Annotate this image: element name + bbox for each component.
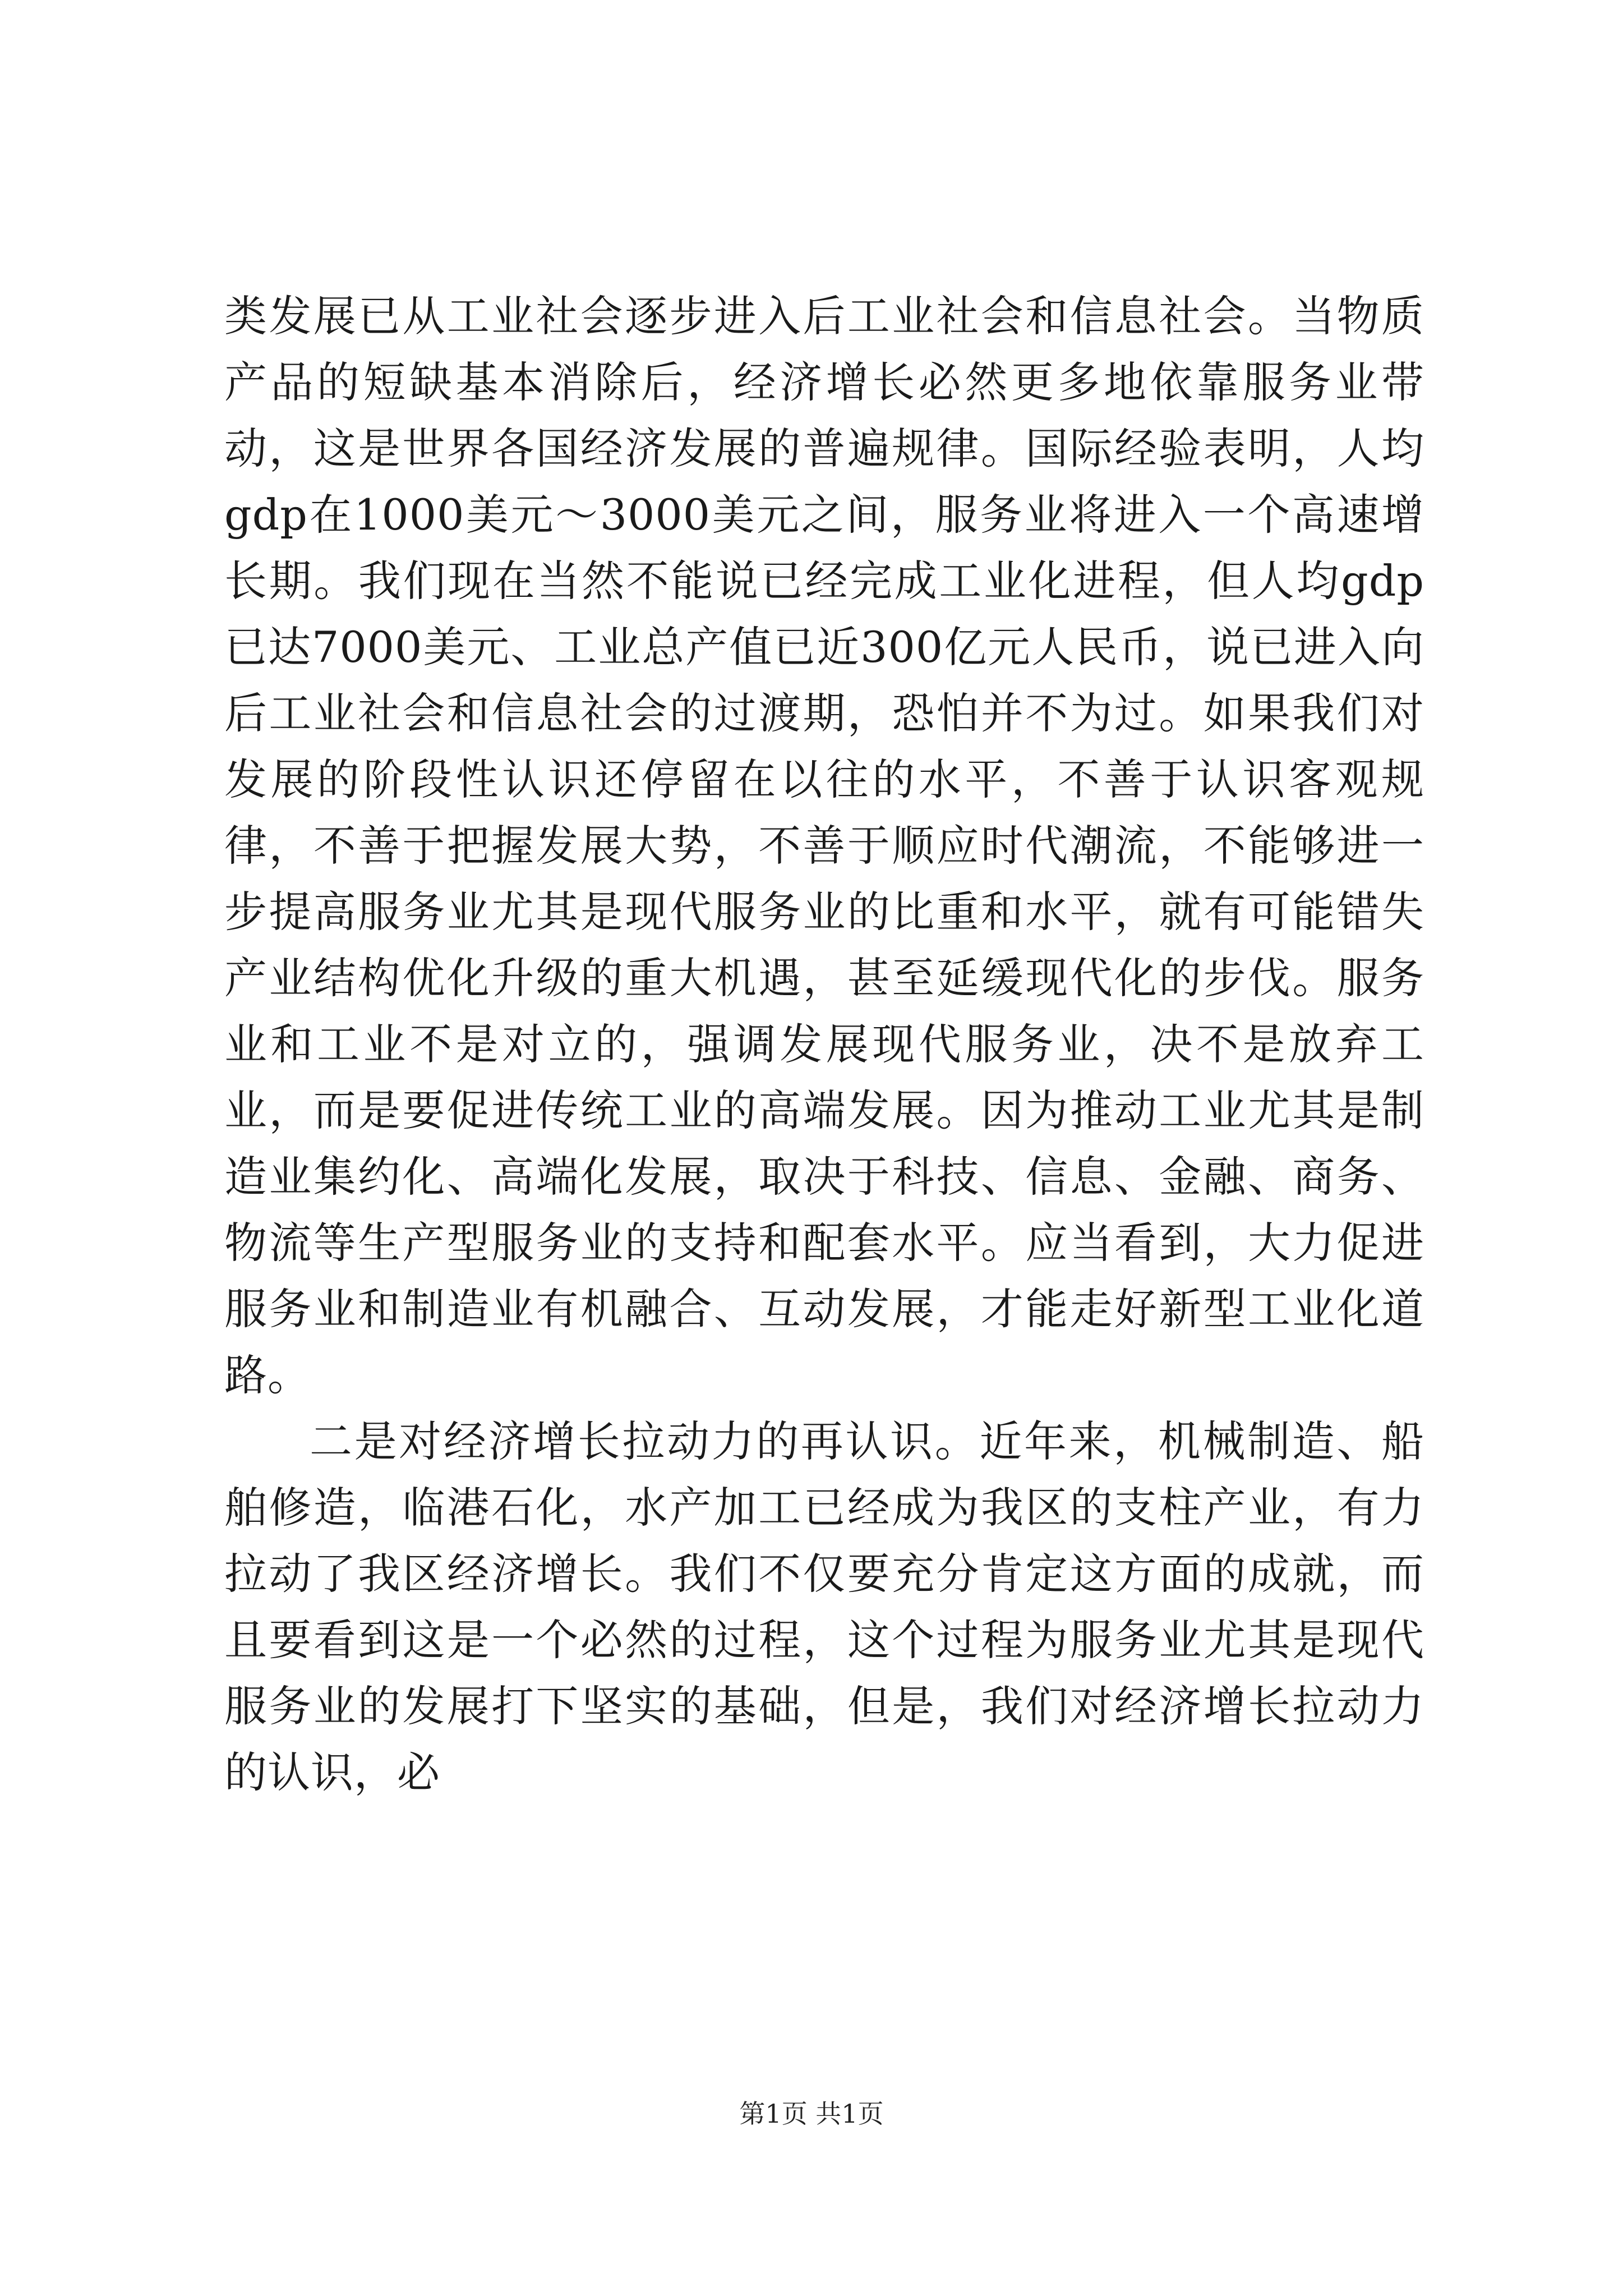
- paragraph-continuation: 类发展已从工业社会逐步进入后工业社会和信息社会。当物质产品的短缺基本消除后，经济增长必然更多地依靠服务业带动，这是世界各国经济发展的普遍规律。国际经验表明，人均gdp在1000美元～3000美元之间，服务业将进入一个高速增长期。我们现在当然不能说已经完成工业化进程，但人均gdp已达7000美元、工业总产值已近300亿元人民币，说已进入向后工业社会和信息社会的过渡期，恐怕并不为过。如果我们对发展的阶段性认识还停留在以往的水平，不善于认识客观规律，不善于把握发展大势，不善于顺应时代潮流，不能够进一步提高服务业尤其是现代服务业的比重和水平，就有可能错失产业结构优化升级的重大机遇，甚至延缓现代化的步伐。服务业和工业不是对立的，强调发展现代服务业，决不是放弃工业，而是要促进传统工业的高端发展。因为推动工业尤其是制造业集约化、高端化发展，取决于科技、信息、金融、商务、物流等生产型服务业的支持和配套水平。应当看到，大力促进服务业和制造业有机融合、互动发展，才能走好新型工业化道路。: [224, 291, 1424, 1400]
- paragraph-second-point: 二是对经济增长拉动力的再认识。近年来，机械制造、船舶修造，临港石化，水产加工已经成为我区的支柱产业，有力拉动了我区经济增长。我们不仅要充分肯定这方面的成就，而且要看到这是一个必然的过程，这个过程为服务业尤其是现代服务业的发展打下坚实的基础，但是，我们对经济增长拉动力的认识，必: [224, 1416, 1424, 1797]
- document-body: [224, 283, 1424, 1994]
- page-footer: [0, 2098, 1623, 2129]
- page-number-label: 第1页 共1页: [739, 2099, 884, 2129]
